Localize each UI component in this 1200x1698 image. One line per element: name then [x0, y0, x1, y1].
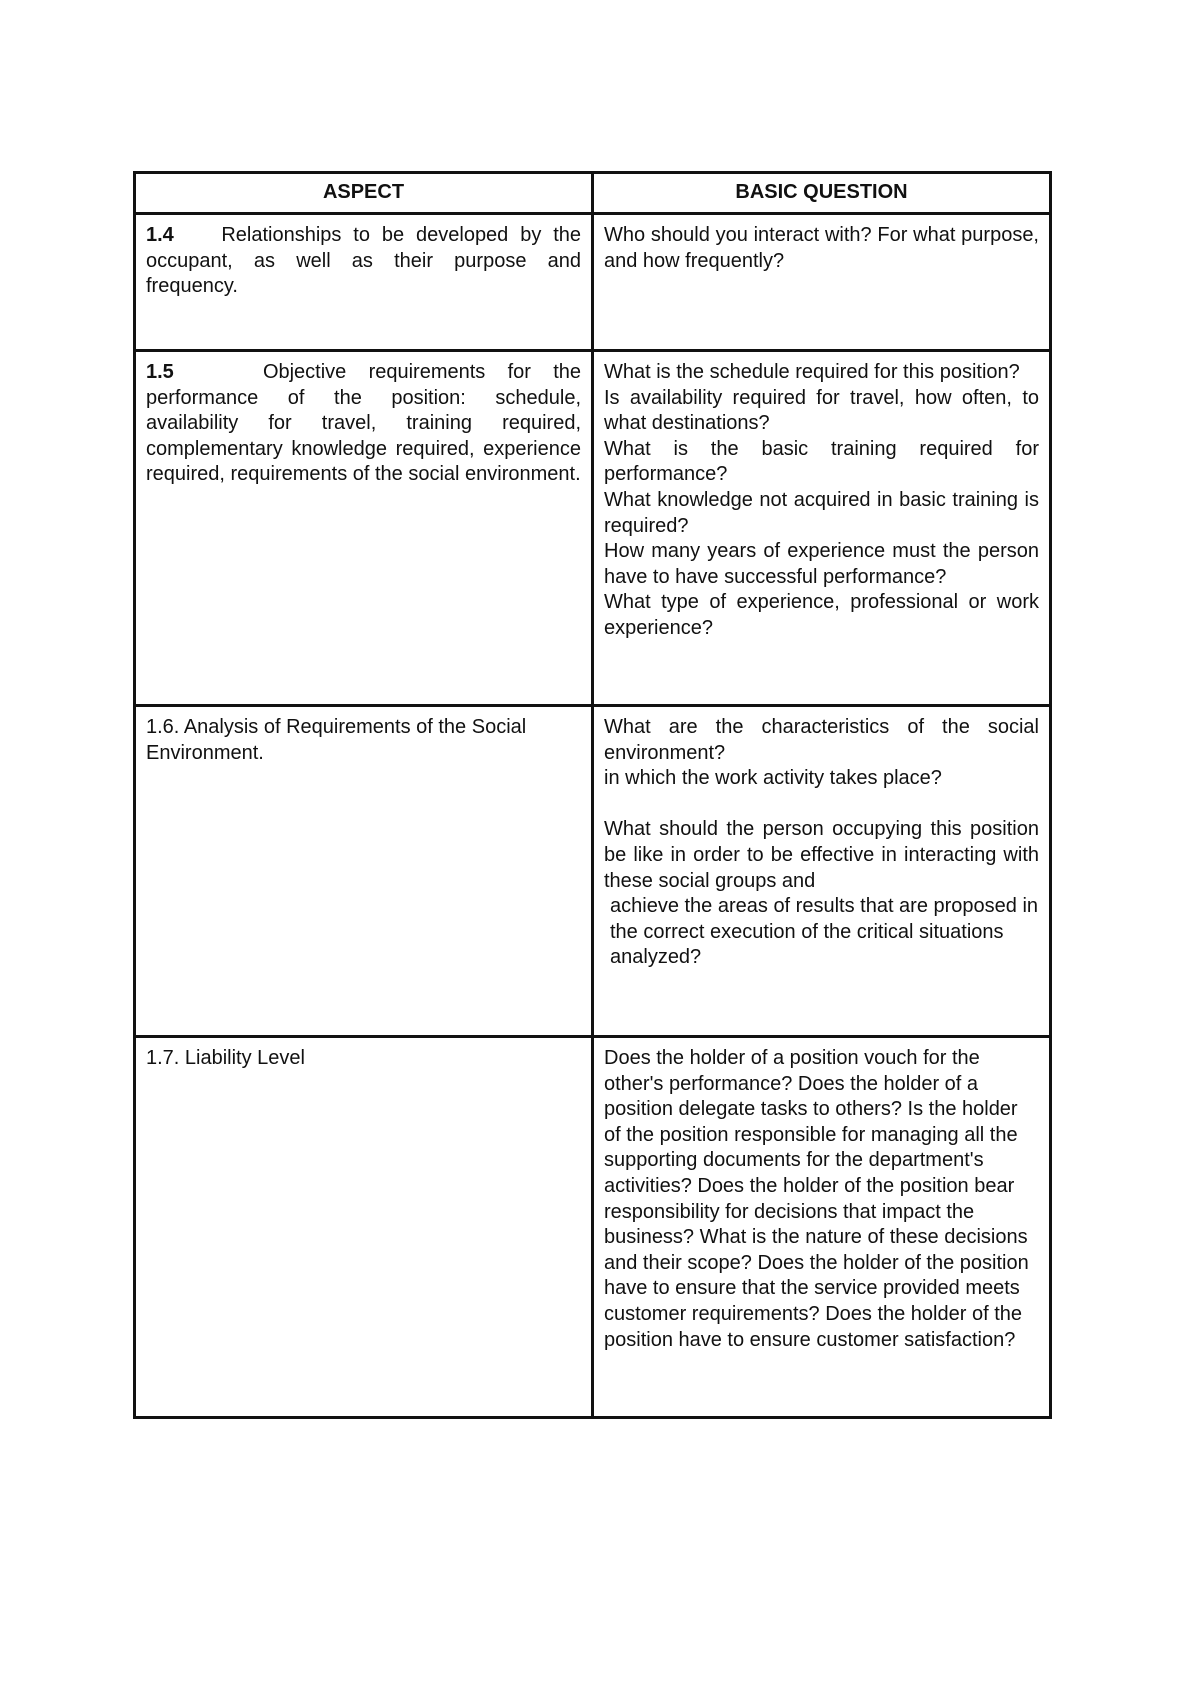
question-text: How many years of experience must the person have to have successful performance?: [604, 540, 1039, 588]
aspect-cell: [135, 706, 593, 1037]
aspect-text: 1.7. Liability Level: [146, 1047, 305, 1069]
table-row: [135, 214, 1051, 351]
question-cell: [593, 214, 1051, 351]
aspect-cell: [135, 1037, 593, 1418]
item-number: 1.5: [146, 361, 174, 383]
question-cell: [593, 706, 1051, 1037]
table-row: [135, 351, 1051, 706]
aspect-text: Relationships to be developed by the occupant, as well as their purpose and frequency.: [146, 224, 581, 298]
header-aspect: ASPECT: [135, 173, 593, 214]
question-text: What type of experience, professional or work experience?: [604, 591, 1039, 639]
table-header-row: [135, 173, 1051, 214]
question-text: Who should you interact with? For what purpose, and how frequently?: [604, 224, 1039, 272]
question-text: achieve the areas of results that are proposed in the correct execution of the critical situations analyzed?: [610, 895, 1039, 969]
question-cell: [593, 351, 1051, 706]
table-row: [135, 1037, 1051, 1418]
aspect-text: Objective requirements for the performance of the position: schedule, availability for travel, training required, complementary knowledge required, experience required, requirements of the social environment.: [146, 361, 582, 486]
spacer: [604, 792, 1039, 818]
question-text: What should the person occupying this position be like in order to be effective in interacting with these social groups and: [604, 818, 1039, 892]
question-cell: [593, 1037, 1051, 1418]
requirements-table: [133, 171, 1052, 1419]
question-text: What knowledge not acquired in basic training is required?: [604, 488, 1039, 537]
table-row: [135, 706, 1051, 1037]
question-text: What is the schedule required for this position?: [604, 361, 1020, 383]
question-text: What are the characteristics of the social environment?: [604, 716, 1039, 764]
question-text: What is the basic training required for performance?: [604, 437, 1039, 486]
header-basic-question: BASIC QUESTION: [593, 173, 1051, 214]
aspect-cell: [135, 214, 593, 351]
question-text: Does the holder of a position vouch for the other's performance? Does the holder of a position delegate tasks to others? Is the holder of the position responsible for managing all the supporting documents for the department's activities? Does the holder of the position bear responsibility for decisions that impact the business? What is the nature of these decisions and their scope? Does the holder of the position have to ensure that the service provided meets customer requirements? Does the holder of the position have to ensure customer satisfaction?: [604, 1047, 1029, 1351]
aspect-text: 1.6. Analysis of Requirements of the Social Environment.: [146, 716, 527, 764]
aspect-cell: [135, 351, 593, 706]
question-text: in which the work activity takes place?: [604, 767, 942, 790]
question-text: Is availability required for travel, how often, to what destinations?: [604, 386, 1039, 435]
item-number: 1.4: [146, 224, 174, 246]
